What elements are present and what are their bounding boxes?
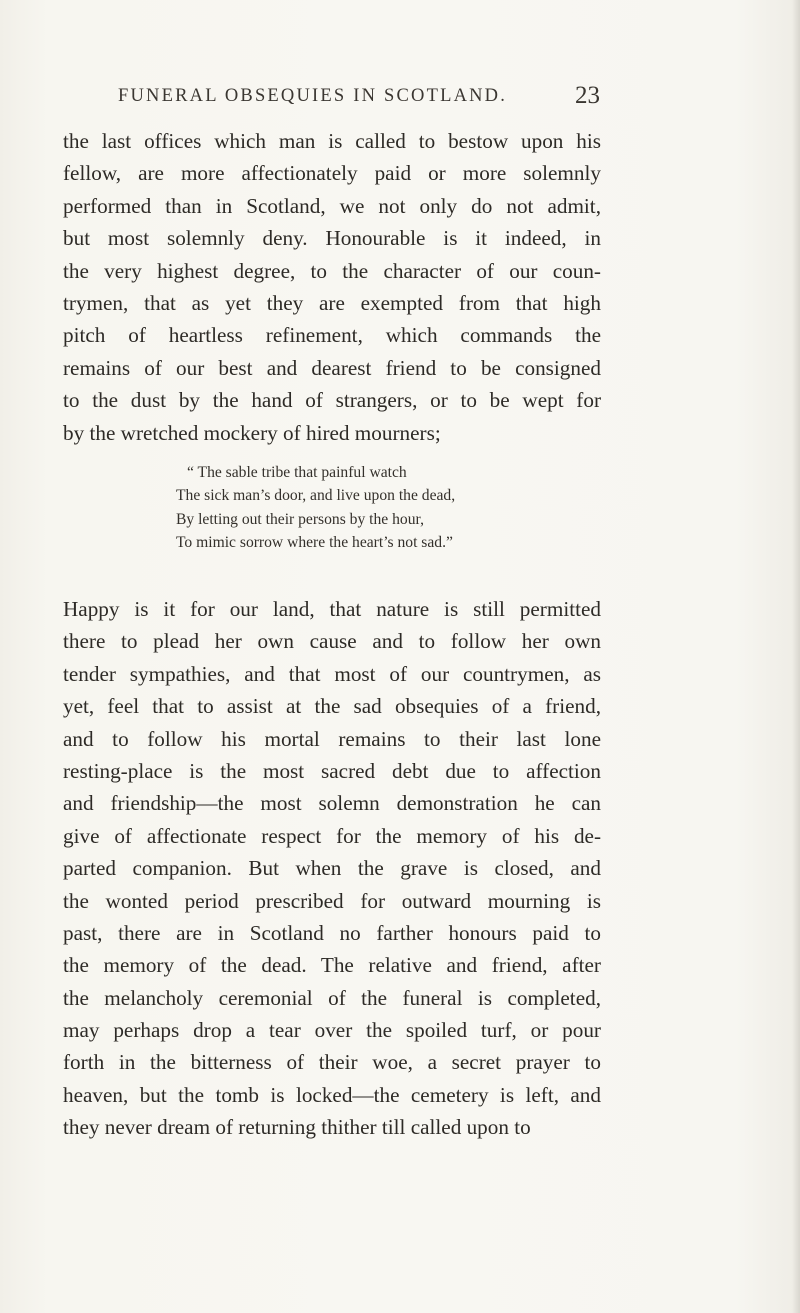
- text-line: there to plead her own cause and to follow her own: [63, 629, 601, 654]
- text-line: they never dream of returning thither till called upon to: [63, 1115, 531, 1140]
- text-line: may perhaps drop a tear over the spoiled turf, or pour: [63, 1018, 601, 1043]
- text-line: Happy is it for our land, that nature is still permitted: [63, 597, 601, 621]
- verse-line: “ The sable tribe that painful watch: [187, 464, 407, 481]
- running-title: FUNERAL OBSEQUIES IN SCOTLAND.: [118, 86, 508, 106]
- text-line: forth in the bitterness of their woe, a secret prayer to: [63, 1050, 601, 1075]
- text-line: past, there are in Scotland no farther honours paid to: [63, 920, 601, 945]
- page-number: 23: [575, 82, 600, 109]
- text-line: the very highest degree, to the character of our coun-: [63, 258, 601, 283]
- quoted-verse: [176, 461, 536, 555]
- verse-line: To mimic sorrow where the heart’s not sad.”: [176, 534, 453, 552]
- verse-line: The sick man’s door, and live upon the dead,: [176, 487, 456, 505]
- text-line: pitch of heartless refinement, which commands the: [63, 323, 601, 348]
- text-line: yet, feel that to assist at the sad obsequies of a friend,: [63, 694, 601, 719]
- page-edge-shadow: [792, 0, 800, 1313]
- text-line: the wonted period prescribed for outward mourning is: [63, 888, 601, 913]
- text-line: and friendship—the most solemn demonstration he can: [63, 791, 601, 816]
- text-line: heaven, but the tomb is locked—the cemetery is left, and: [63, 1082, 601, 1107]
- text-line: remains of our best and dearest friend to be consigned: [63, 355, 601, 380]
- text-line: and to follow his mortal remains to their last lone: [63, 726, 601, 751]
- verse-line: By letting out their persons by the hour,: [176, 510, 424, 528]
- text-line: by the wretched mockery of hired mourners;: [63, 420, 441, 445]
- text-line: the memory of the dead. The relative and friend, after: [63, 953, 601, 978]
- text-line: trymen, that as yet they are exempted from that high: [63, 290, 601, 315]
- text-line: tender sympathies, and that most of our countrymen, as: [63, 661, 601, 686]
- text-line: the melancholy ceremonial of the funeral is completed,: [63, 985, 601, 1010]
- page-header: [118, 82, 600, 112]
- paragraph-2: [63, 593, 601, 1144]
- text-line: to the dust by the hand of strangers, or to be wept for: [63, 388, 601, 413]
- text-line: performed than in Scotland, we not only do not admit,: [63, 193, 601, 218]
- text-line: but most solemnly deny. Honourable is it indeed, in: [63, 226, 601, 251]
- text-line: the last offices which man is called to bestow upon his: [63, 129, 601, 153]
- text-line: resting-place is the most sacred debt due to affection: [63, 758, 601, 783]
- text-line: give of affectionate respect for the memory of his de-: [63, 823, 601, 848]
- paragraph-1: [63, 125, 601, 449]
- text-line: fellow, are more affectionately paid or more solemnly: [63, 161, 601, 186]
- text-line: parted companion. But when the grave is closed, and: [63, 856, 601, 881]
